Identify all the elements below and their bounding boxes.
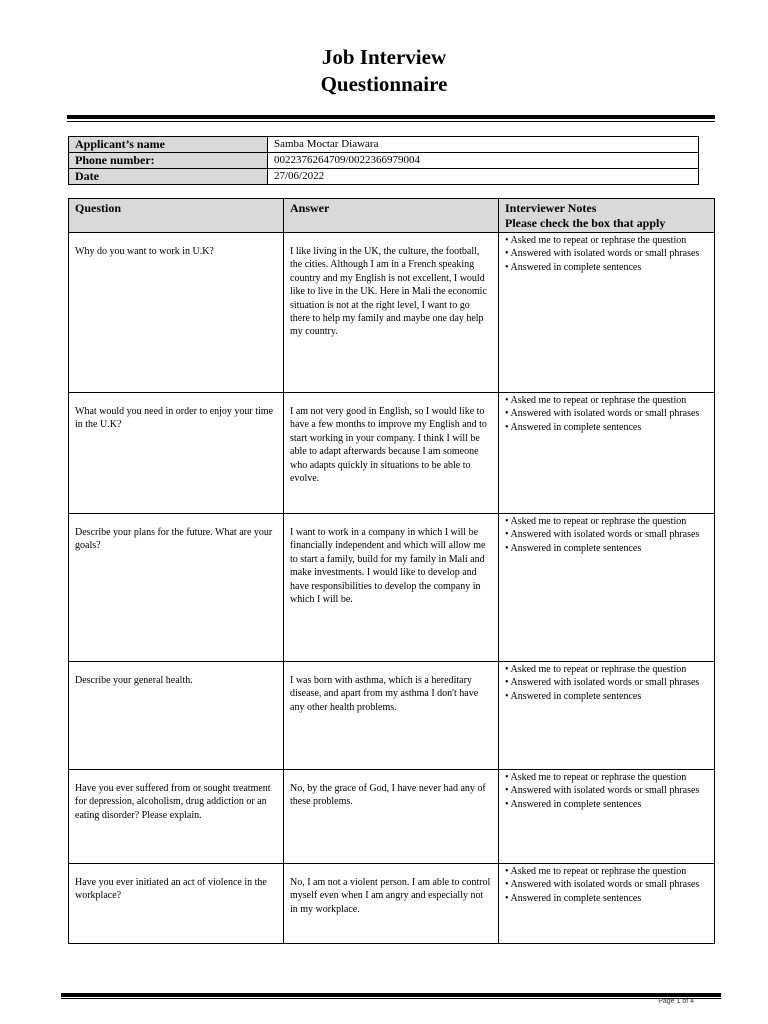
footer-rule-thick: [61, 993, 721, 997]
note-option[interactable]: • Answered in complete sentences: [505, 690, 642, 702]
phone-value: 0022376264709/0022366979004: [268, 153, 699, 169]
table-row: [69, 864, 715, 944]
question-header: Question: [69, 199, 284, 233]
note-option[interactable]: • Asked me to repeat or rephrase the question: [505, 866, 687, 877]
note-option[interactable]: • Answered in complete sentences: [505, 421, 642, 433]
notes-cell: [499, 770, 715, 864]
interview-questions-table: [68, 198, 715, 944]
question-cell: Describe your plans for the future. What are your goals?: [69, 514, 284, 662]
note-option[interactable]: • Answered with isolated words or small phrases: [505, 785, 700, 797]
page-number: Page 1 of 4: [658, 998, 694, 1005]
note-option[interactable]: • Answered in complete sentences: [505, 892, 642, 904]
date-value: 27/06/2022: [268, 169, 699, 185]
phone-label: Phone number:: [69, 153, 268, 169]
table-row: [69, 233, 715, 393]
answer-cell: I was born with asthma, which is a hereditary disease, and apart from my asthma I don't have any other health problems.: [284, 662, 499, 770]
answer-cell: No, I am not a violent person. I am able to control myself even when I am angry and especially not in my workplace.: [284, 864, 499, 944]
date-row: [69, 169, 699, 185]
note-option[interactable]: • Asked me to repeat or rephrase the question: [505, 235, 687, 246]
notes-cell: [499, 864, 715, 944]
table-row: [69, 514, 715, 662]
note-option[interactable]: • Answered with isolated words or small phrases: [505, 677, 700, 689]
document-title: [0, 44, 768, 98]
notes-cell: [499, 662, 715, 770]
applicant-name-value: Samba Moctar Diawara: [268, 137, 699, 153]
answer-cell: I want to work in a company in which I will be financially independent and which will allow me to start a family, build for my family in Mali and make investments. I would like to develop and have responsibilities to develop the company in which I will be.: [284, 514, 499, 662]
note-option[interactable]: • Answered with isolated words or small phrases: [505, 879, 700, 891]
question-cell: Have you ever initiated an act of violence in the workplace?: [69, 864, 284, 944]
answer-cell: I am not very good in English, so I would like to have a few months to improve my English and to start working in your company. I think I will be able to adapt afterwards because I am someone who adapts quickly in situations to be able to evolve.: [284, 393, 499, 514]
notes-cell: [499, 233, 715, 393]
question-cell: Describe your general health.: [69, 662, 284, 770]
date-label: Date: [69, 169, 268, 185]
note-option[interactable]: • Answered with isolated words or small phrases: [505, 248, 700, 260]
applicant-info-table: [68, 136, 699, 185]
note-option[interactable]: • Asked me to repeat or rephrase the question: [505, 772, 687, 783]
notes-header: [499, 199, 715, 233]
notes-cell: [499, 393, 715, 514]
note-option[interactable]: • Answered in complete sentences: [505, 798, 642, 810]
title-rule-thick: [67, 115, 715, 119]
notes-cell: [499, 514, 715, 662]
notes-header-line-1: Interviewer Notes: [505, 201, 597, 215]
answer-header: Answer: [284, 199, 499, 233]
question-cell: Why do you want to work in U.K?: [69, 233, 284, 393]
note-option[interactable]: • Answered in complete sentences: [505, 542, 642, 554]
note-option[interactable]: • Answered with isolated words or small phrases: [505, 529, 700, 541]
note-option[interactable]: • Asked me to repeat or rephrase the question: [505, 516, 687, 527]
table-row: [69, 393, 715, 514]
note-option[interactable]: • Asked me to repeat or rephrase the question: [505, 395, 687, 406]
note-option[interactable]: • Asked me to repeat or rephrase the question: [505, 664, 687, 675]
table-row: [69, 770, 715, 864]
applicant-name-row: [69, 137, 699, 153]
notes-header-line-2: Please check the box that apply: [505, 216, 666, 230]
phone-row: [69, 153, 699, 169]
title-line-1: Job Interview: [321, 45, 447, 69]
question-cell: What would you need in order to enjoy your time in the U.K?: [69, 393, 284, 514]
applicant-name-label: Applicant’s name: [69, 137, 268, 153]
answer-cell: I like living in the UK, the culture, the football, the cities. Although I am in a French speaking country and my English is not excellent, I would like to live in the UK. Here in Mali the economic situation is not at the right level, I want to go there to help my family and maybe one day help my country.: [284, 233, 499, 393]
title-line-2: Questionnaire: [320, 72, 448, 96]
note-option[interactable]: • Answered with isolated words or small phrases: [505, 408, 700, 420]
table-header-row: [69, 199, 715, 233]
answer-cell: No, by the grace of God, I have never had any of these problems.: [284, 770, 499, 864]
title-rule-thin: [67, 121, 715, 122]
table-row: [69, 662, 715, 770]
question-cell: Have you ever suffered from or sought treatment for depression, alcoholism, drug addiction or an eating disorder? Please explain.: [69, 770, 284, 864]
footer-rule-thin: [61, 998, 721, 999]
note-option[interactable]: • Answered in complete sentences: [505, 261, 642, 273]
